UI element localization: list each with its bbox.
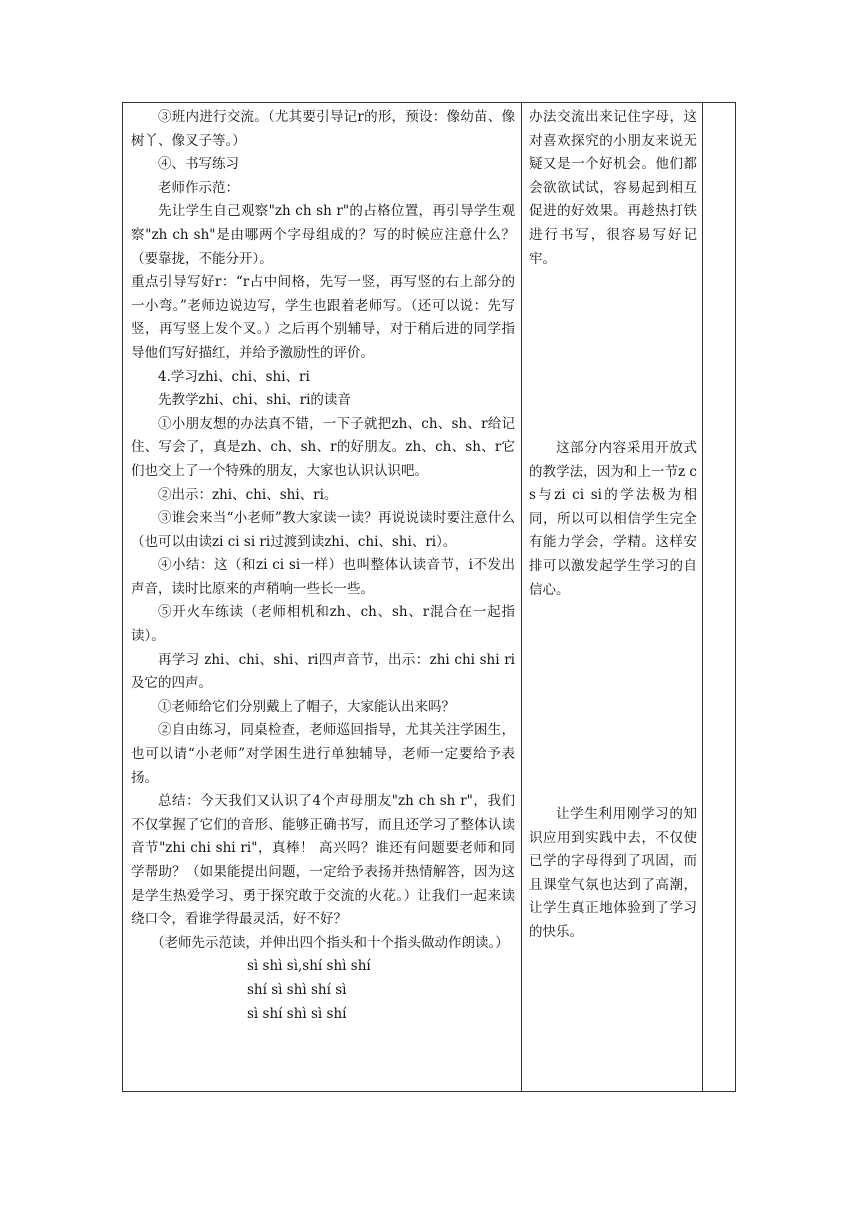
- paragraph: ③谁会来当“小老师”教大家读一读？再说说读时要注意什么（也可以由读zi ci si ri过渡到读zhi、chi、shi、ri）。: [131, 510, 515, 550]
- note-paragraph: 让学生利用刚学习的知识应用到实践中去，不仅使已学的字母得到了巩固，而且课堂气氛也达到了高潮，让学生真正地体验到了学习的快乐。: [529, 806, 697, 940]
- lesson-plan-table: [122, 102, 736, 1092]
- paragraph: ④小结：这（和zi ci si一样）也叫整体认读音节，i不发出声音，读时比原来的声稍响一些长一些。: [131, 557, 515, 597]
- note-paragraph: 办法交流出来记住字母，这对喜欢探究的小朋友来说无疑又是一个好机会。他们都会欲欲试试，容易起到相互促进的好效果。再趁热打铁进行书写，很容易写好记牢。: [529, 109, 697, 267]
- table-row: [123, 103, 736, 1092]
- paragraph: 老师作示范：: [158, 179, 239, 196]
- paragraph: ②自由练习，同桌检查，老师巡回指导，尤其关注学困生，也可以请“小老师”对学困生进行单独辅导，老师一定要给予表扬。: [131, 722, 515, 786]
- section-heading: 4.学习zhi、chi、shi、ri: [158, 368, 310, 385]
- paragraph: 先教学zhi、chi、shi、ri的读音: [158, 392, 351, 409]
- empty-cell: [703, 103, 736, 1092]
- paragraph: 再学习 zhi、chi、shi、ri四声音节，出示：zhi chi shi ri及它的四声。: [131, 651, 515, 692]
- tongue-twister-line: sì shì sì,shí shì shí: [247, 958, 371, 975]
- note-paragraph: 这部分内容采用开放式的教学法，因为和上一节z c s与zi ci si的学法极为相同，所以可以相信学生完全有能力学会，学精。这样安排可以激发起学生学习的自信心。: [529, 440, 697, 598]
- paragraph: ①老师给它们分别戴上了帽子，大家能认出来吗？: [158, 698, 455, 715]
- paragraph: ①小朋友想的办法真不错，一下子就把zh、ch、sh、r给记住、写会了，真是zh、ch、sh、r的好朋友。zh、ch、sh、r它们也交上了一个特殊的朋友，大家也认识认识吧。: [131, 415, 515, 479]
- paragraph: ⑤开火车练读（老师相机和zh、ch、sh、r混合在一起指读）。: [131, 604, 515, 645]
- paragraph: ③班内进行交流。（尤其要引导记r的形，预设：像幼苗、像树丫、像叉子等。）: [131, 109, 515, 149]
- paragraph: 先让学生自己观察"zh ch sh r"的占格位置，再引导学生观察"zh ch sh"是由哪两个字母组成的？写的时候应注意什么？（要靠拢，不能分开）。: [131, 203, 515, 267]
- summary-paragraph: 总结：今天我们又认识了4个声母朋友"zh ch sh r"，我们不仅掌握了它们的音形、能够正确书写，而且还学习了整体认读音节"zhi chi shi ri"，真棒！ 高兴吗？谁还有问题要老师和同学帮助？（如果能提出问题，一定给予表扬并热情解答，因为这是学生热爱学习、勇于探究敢于交流的火花。）让我们一起来读绕口令，看谁学得最灵活，好不好？: [131, 793, 515, 928]
- section-heading: ④、书写练习: [158, 156, 239, 173]
- tongue-twister-line: sì shí shì sì shí: [247, 1005, 347, 1022]
- design-notes-cell: [522, 103, 703, 1092]
- paragraph: ②出示：zhi、chi、shi、ri。: [158, 486, 338, 503]
- paragraph: （老师先示范读，并伸出四个指头和十个指头做动作朗读。）: [151, 934, 509, 951]
- paragraph: 重点引导写好r：“r占中间格，先写一竖，再写竖的右上部分的一小弯。”老师边说边写，学生也跟着老师写。（还可以说：先写竖，再写竖上发个叉。）之后再个别辅导，对于稍后进的同学指导他们写好描红，并给予激励性的评价。: [131, 274, 515, 361]
- teaching-process-cell: [123, 103, 522, 1092]
- tongue-twister-line: shí sì shì shí sì: [247, 981, 347, 998]
